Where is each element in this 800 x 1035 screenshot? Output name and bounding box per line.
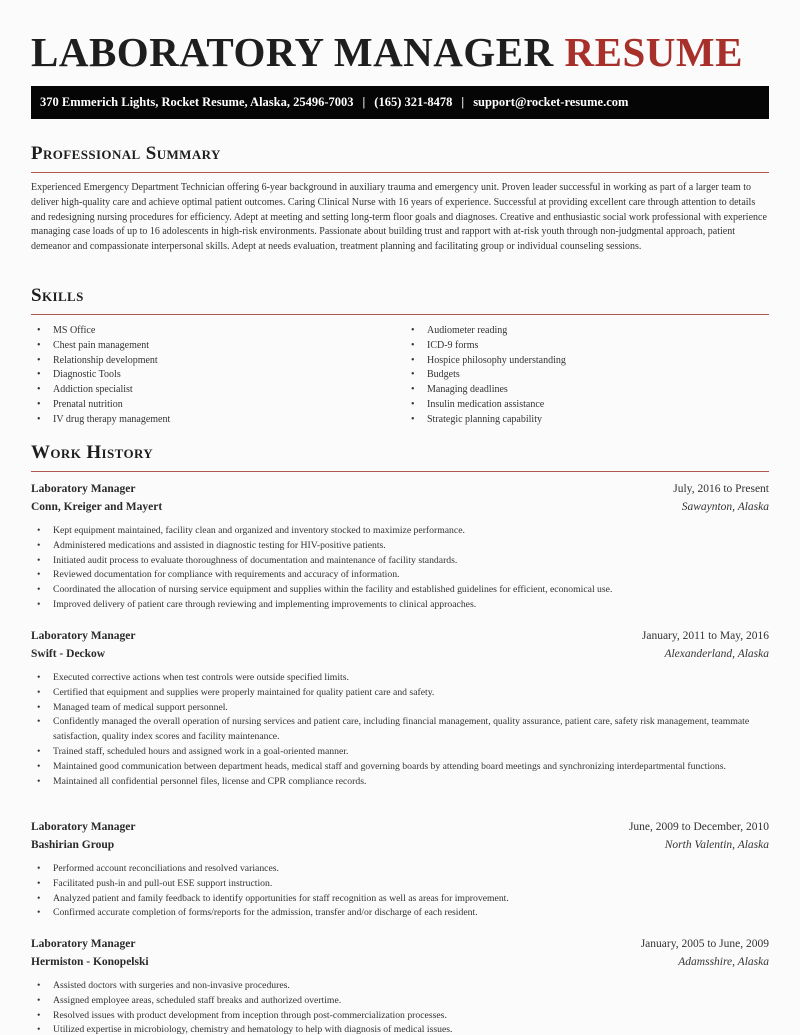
job-company: Hermiston - Konopelski <box>31 956 149 968</box>
duty-item: • Assigned employee areas, scheduled staff breaks and authorized overtime. <box>31 994 769 1009</box>
job-location: Sawaynton, Alaska <box>681 501 769 513</box>
skill-item: • Chest pain management <box>31 339 170 354</box>
duty-item: • Managed team of medical support personnel. <box>31 701 769 716</box>
duty-item: • Certified that equipment and supplies were properly maintained for quality patient care and safety. <box>31 686 769 701</box>
job-entry <box>31 627 769 789</box>
job-dates: January, 2005 to June, 2009 <box>640 938 769 950</box>
job-title: Laboratory Manager <box>31 938 136 950</box>
summary-heading: Professional Summary <box>31 143 221 164</box>
job-entry <box>31 480 769 613</box>
resume-title <box>31 30 743 74</box>
skills-list-right <box>405 324 566 428</box>
contact-address: 370 Emmerich Lights, Rocket Resume, Alaska, 25496-7003 <box>40 95 354 109</box>
title-main: LABORATORY MANAGER <box>31 29 554 75</box>
skill-item: • Audiometer reading <box>405 324 566 339</box>
job-location: Adamsshire, Alaska <box>678 956 769 968</box>
skill-item: • Budgets <box>405 368 566 383</box>
skill-item: • Relationship development <box>31 354 170 369</box>
duty-item: • Trained staff, scheduled hours and assigned work in a goal-oriented manner. <box>31 745 769 760</box>
job-entry <box>31 935 769 1035</box>
duty-item: • Administered medications and assisted in diagnostic testing for HIV-positive patients. <box>31 539 769 554</box>
job-title: Laboratory Manager <box>31 821 136 833</box>
duty-item: • Assisted doctors with surgeries and non-invasive procedures. <box>31 979 769 994</box>
contact-bar <box>31 86 769 119</box>
contact-separator: | <box>362 95 366 109</box>
skill-item: • MS Office <box>31 324 170 339</box>
duty-item: • Resolved issues with product development from inception through post-commercialization processes. <box>31 1009 769 1024</box>
job-location: North Valentin, Alaska <box>664 839 769 851</box>
skill-item: • Managing deadlines <box>405 383 566 398</box>
duty-item: • Maintained good communication between department heads, medical staff and governing boards by attending board meetings and synchronizing interdepartmental functions. <box>31 760 769 775</box>
job-title: Laboratory Manager <box>31 483 136 495</box>
work-history-rule <box>31 471 769 472</box>
duty-item: • Reviewed documentation for compliance with requirements and accuracy of information. <box>31 568 769 583</box>
duty-item: • Utilized expertise in microbiology, chemistry and hematology to help with diagnosis of medical issues. <box>31 1023 769 1035</box>
job-duties <box>31 862 769 921</box>
duty-item: • Improved delivery of patient care through reviewing and implementing improvements to clinical approaches. <box>31 598 769 613</box>
skill-item: • IV drug therapy management <box>31 413 170 428</box>
job-company: Swift - Deckow <box>31 648 106 660</box>
job-duties <box>31 979 769 1035</box>
job-duties <box>31 671 769 789</box>
duty-item: • Performed account reconciliations and resolved variances. <box>31 862 769 877</box>
duty-item: • Facilitated push-in and pull-out ESE support instruction. <box>31 877 769 892</box>
duty-item: • Kept equipment maintained, facility clean and organized and inventory stocked to maximize performance. <box>31 524 769 539</box>
job-company: Conn, Kreiger and Mayert <box>31 501 163 513</box>
contact-phone: (165) 321-8478 <box>374 95 453 109</box>
work-history-heading: Work History <box>31 442 154 463</box>
skills-rule <box>31 314 769 315</box>
skill-item: • Strategic planning capability <box>405 413 566 428</box>
job-dates: January, 2011 to May, 2016 <box>641 630 769 642</box>
job-entry <box>31 818 769 921</box>
duty-item: • Coordinated the allocation of nursing service equipment and supplies within the facility and established guidelines for efficient, economical use. <box>31 583 769 598</box>
contact-email: support@rocket-resume.com <box>473 95 629 109</box>
summary-text: Experienced Emergency Department Technician offering 6-year background in auxiliary trauma and emergency unit. Proven leader successful in working as part of a larger team to deliver high-quality care and achieve optimal patient outcomes. Caring Clinical Nurse with 16 years of experience. Successful at providing excellent care through attention to details and redesigning nursing procedures for efficiency. Adept at meeting and setting long-term floor goals and diagnoses. Creative and enthusiastic social work professional with experience managing case loads of up to 16 adolescents in high-risk environments. Passionate about building trust and rapport with at-risk youth through non-judgmental approach, patient demeanor and compassionate interpersonal skills. Adept at needs evaluation, treatment planning and facilitating group or individual counseling sessions. <box>31 182 767 253</box>
skill-item: • Diagnostic Tools <box>31 368 170 383</box>
job-company: Bashirian Group <box>31 839 115 851</box>
title-accent: RESUME <box>564 29 743 75</box>
duty-item: • Analyzed patient and family feedback to identify opportunities for staff recognition as well as areas for improvement. <box>31 892 769 907</box>
skill-item: • ICD-9 forms <box>405 339 566 354</box>
skills-list-left <box>31 324 170 428</box>
skill-item: • Insulin medication assistance <box>405 398 566 413</box>
duty-item: • Confidently managed the overall operation of nursing services and patient care, including financial management, quality assurance, patient care, safety risk management, teammate satisfaction, quality index scores and facility maintenance. <box>31 715 769 745</box>
duty-item: • Maintained all confidential personnel files, license and CPR compliance records. <box>31 775 769 790</box>
job-dates: July, 2016 to Present <box>673 483 769 495</box>
contact-separator: | <box>461 95 465 109</box>
job-title: Laboratory Manager <box>31 630 136 642</box>
duty-item: • Initiated audit process to evaluate thoroughness of documentation and maintenance of facility standards. <box>31 554 769 569</box>
summary-rule <box>31 172 769 173</box>
job-dates: June, 2009 to December, 2010 <box>628 821 769 833</box>
duty-item: • Executed corrective actions when test controls were outside specified limits. <box>31 671 769 686</box>
skill-item: • Prenatal nutrition <box>31 398 170 413</box>
job-location: Alexanderland, Alaska <box>664 648 769 660</box>
skill-item: • Addiction specialist <box>31 383 170 398</box>
skills-heading: Skills <box>31 285 84 306</box>
duty-item: • Confirmed accurate completion of forms/reports for the admission, transfer and/or discharge of each resident. <box>31 906 769 921</box>
skill-item: • Hospice philosophy understanding <box>405 354 566 369</box>
job-duties <box>31 524 769 613</box>
